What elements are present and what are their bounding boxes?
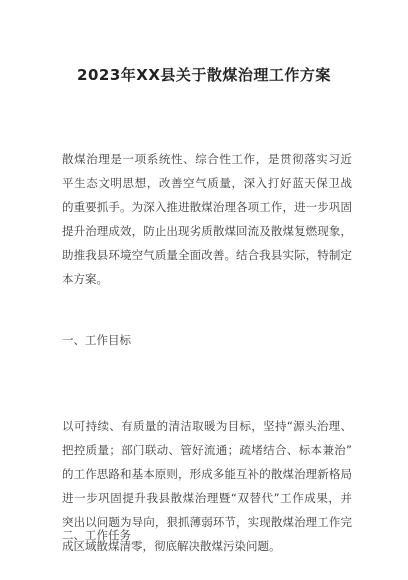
paragraph-line: 的重要抓手。为深入推进散煤治理各项工作，进一步巩固	[62, 200, 352, 214]
paragraph-line: 进一步巩固提升我县散煤治理暨“双替代”工作成果，并	[62, 491, 352, 505]
paragraph-line: 提升治理成效，防止出现劣质散煤回流及散煤复燃现象，	[62, 224, 352, 238]
paragraph-line: 的工作思路和基本原则，形成多能互补的散煤治理新格局	[62, 467, 352, 481]
paragraph-line: 把控质量；部门联动、管好流通；疏堵结合、标本兼治”	[62, 443, 352, 457]
paragraph-line: 突出以问题为导向，狠抓薄弱环节，实现散煤治理工作完	[62, 515, 352, 529]
paragraph-line: 成区域散煤清零，彻底解决散煤污染问题。	[62, 539, 281, 553]
intro-paragraph	[62, 147, 352, 291]
paragraph-line: 本方案。	[62, 272, 108, 286]
section-heading-goals: 一、工作目标	[62, 333, 131, 347]
document-title: 2023年XX县关于散煤治理工作方案	[77, 66, 331, 84]
paragraph-line: 助推我县环境空气质量全面改善。结合我县实际，特制定	[62, 248, 352, 262]
section-heading-tasks: 二、工作任务	[62, 528, 131, 542]
paragraph-line: 以可持续、有质量的清洁取暖为目标，坚持“源头治理、	[62, 419, 352, 433]
paragraph-line: 平生态文明思想，改善空气质量，深入打好蓝天保卫战	[62, 176, 352, 190]
paragraph-line: 散煤治理是一项系统性、综合性工作，是贯彻落实习近	[62, 152, 352, 166]
